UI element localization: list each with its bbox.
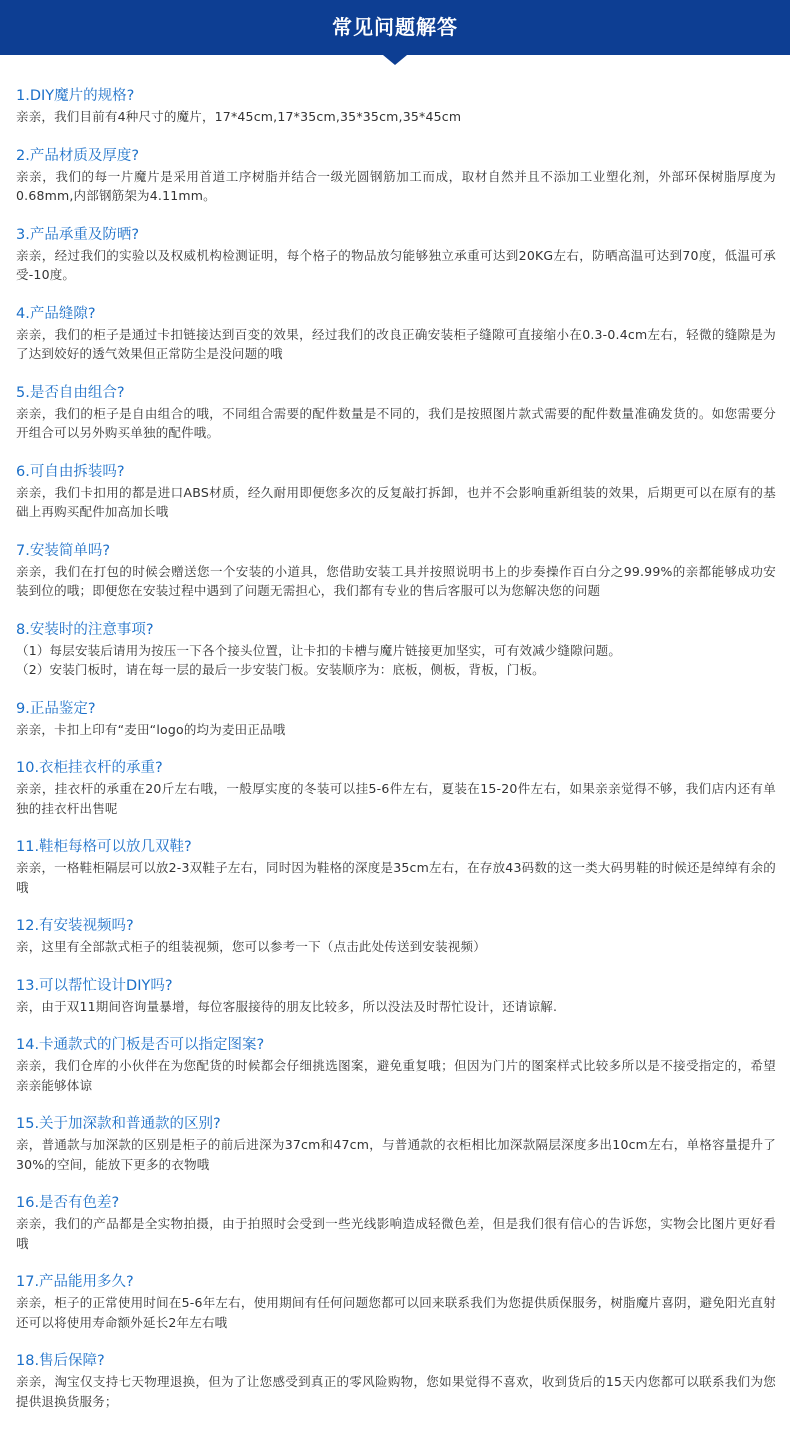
- faq-answer: 亲亲，我们仓库的小伙伴在为您配货的时候都会仔细挑选图案，避免重复哦；但因为门片的图案样式比较多所以是不接受指定的，希望亲亲能够体谅: [16, 1058, 776, 1093]
- faq-question: 1.DIY魔片的规格?: [16, 88, 135, 104]
- faq-answer: 亲亲，我们在打包的时候会赠送您一个安装的小道具，您借助安装工具并按照说明书上的步奏操作百白分之99.99%的亲都能够成功安装到位的哦；即便您在安装过程中遇到了问题无需担心，我们都有专业的售后客服可以为您解决您的问题: [16, 563, 776, 598]
- faq-question: 10.衣柜挂衣杆的承重?: [16, 760, 163, 776]
- faq-item: [16, 1114, 776, 1174]
- faq-answer: 亲亲，我们的柜子是通过卡扣链接达到百变的效果，经过我们的改良正确安装柜子缝隙可直接缩小在0.3-0.4cm左右，轻微的缝隙是为了达到姣好的透气效果但正常防尘是没问题的哦: [16, 326, 776, 361]
- faq-item: [16, 837, 776, 897]
- faq-answer: 亲亲，我们的产品都是全实物拍摄，由于拍照时会受到一些光线影响造成轻微色差，但是我们很有信心的告诉您，实物会比图片更好看哦: [16, 1216, 776, 1251]
- faq-answer: 亲亲，我们目前有4种尺寸的魔片，17*45cm,17*35cm,35*35cm,35*45cm: [16, 109, 462, 124]
- faq-question: 8.安装时的注意事项?: [16, 621, 154, 638]
- faq-item: [16, 1193, 776, 1253]
- faq-item: [16, 758, 776, 818]
- faq-answer: 亲亲，淘宝仅支持七天物理退换，但为了让您感受到真正的零风险购物，您如果觉得不喜欢，收到货后的15天内您都可以联系我们为您提供退换货服务；: [16, 1374, 776, 1409]
- faq-answer: 亲，普通款与加深款的区别是柜子的前后进深为37cm和47cm，与普通款的衣柜相比加深款隔层深度多出10cm左右，单格容量提升了30%的空间，能放下更多的衣物哦: [16, 1137, 776, 1172]
- faq-item: [16, 620, 776, 680]
- faq-item: [16, 1035, 776, 1095]
- faq-answer: 亲亲，一格鞋柜隔层可以放2-3双鞋子左右，同时因为鞋格的深度是35cm左右，在存放43码数的这一类大码男鞋的时候还是绰绰有余的哦: [16, 860, 776, 895]
- faq-question: 18.售后保障?: [16, 1353, 105, 1369]
- faq-item: [16, 86, 776, 127]
- faq-answer: 亲亲，柜子的正常使用时间在5-6年左右，使用期间有任何问题您都可以回来联系我们为您提供质保服务，树脂魔片喜阴，避免阳光直射还可以将使用寿命额外延长2年左右哦: [16, 1295, 776, 1330]
- faq-question: 16.是否有色差?: [16, 1195, 120, 1211]
- faq-question: 14.卡通款式的门板是否可以指定图案?: [16, 1037, 265, 1053]
- faq-item: [16, 1272, 776, 1332]
- faq-question: 5.是否自由组合?: [16, 384, 125, 401]
- faq-answer-step: （1）每层安装后请用为按压一下各个接头位置，让卡扣的卡槽与魔片链接更加坚实，可有效减少缝隙问题。: [16, 642, 622, 658]
- faq-item: [16, 304, 776, 364]
- faq-answer: 亲亲，我们的每一片魔片是采用首道工序树脂并结合一级光圆钢筋加工而成，取材自然并且不添加工业塑化剂，外部环保树脂厚度为0.68mm,内部钢筋架为4.11mm。: [16, 168, 776, 203]
- faq-answer: 亲亲，卡扣上印有“麦田“logo的均为麦田正品哦: [16, 721, 286, 737]
- faq-question: 3.产品承重及防晒?: [16, 226, 140, 243]
- faq-item: [16, 462, 776, 522]
- faq-question: 17.产品能用多久?: [16, 1274, 134, 1290]
- faq-answer: 亲亲，挂衣杆的承重在20斤左右哦，一般厚实度的冬装可以挂5-6件左右，夏装在15-20件左右，如果亲亲觉得不够，我们店内还有单独的挂衣杆出售呢: [16, 781, 776, 816]
- faq-item: [16, 541, 776, 601]
- faq-item: [16, 976, 776, 1017]
- faq-list: [16, 86, 776, 1430]
- faq-question: 13.可以帮忙设计DIY吗?: [16, 977, 173, 994]
- faq-question: 9.正品鉴定?: [16, 700, 96, 717]
- page-title: 常见问题解答: [332, 15, 458, 39]
- faq-answer: 亲亲，我们的柜子是自由组合的哦，不同组合需要的配件数量是不同的，我们是按照图片款式需要的配件数量准确发货的。如您需要分开组合可以另外购买单独的配件哦。: [16, 405, 776, 440]
- faq-answer: 亲，由于双11期间咨询量暴增，每位客服接待的朋友比较多，所以没法及时帮忙设计，还请谅解.: [16, 998, 558, 1014]
- faq-answer-step: （2）安装门板时，请在每一层的最后一步安装门板。安装顺序为：底板，侧板，背板，门板。: [16, 662, 545, 677]
- faq-question: 6.可自由拆装吗?: [16, 463, 125, 480]
- faq-question: 4.产品缝隙?: [16, 305, 96, 322]
- faq-item: [16, 146, 776, 206]
- faq-answer: 亲，这里有全部款式柜子的组装视频，您可以参考一下（点击此处传送到安装视频）: [16, 939, 486, 954]
- faq-question: 7.安装简单吗?: [16, 542, 111, 559]
- faq-item: [16, 383, 776, 443]
- faq-answer: 亲亲，我们卡扣用的都是进口ABS材质，经久耐用即便您多次的反复敲打拆卸，也并不会影响重新组装的效果，后期更可以在原有的基础上再购买配件加高加长哦: [16, 484, 776, 519]
- faq-item: [16, 225, 776, 285]
- faq-item: [16, 916, 776, 957]
- faq-answer: [16, 641, 776, 680]
- faq-item: [16, 1351, 776, 1411]
- faq-answer: 亲亲，经过我们的实验以及权威机构检测证明，每个格子的物品放匀能够独立承重可达到20KG左右，防晒高温可达到70度，低温可承受-10度。: [16, 247, 776, 282]
- faq-question: 15.关于加深款和普通款的区别?: [16, 1116, 221, 1132]
- faq-question: 2.产品材质及厚度?: [16, 147, 140, 164]
- faq-item: [16, 699, 776, 740]
- header-notch: [383, 55, 407, 65]
- faq-question: 11.鞋柜每格可以放几双鞋?: [16, 839, 192, 855]
- faq-question: 12.有安装视频吗?: [16, 918, 134, 934]
